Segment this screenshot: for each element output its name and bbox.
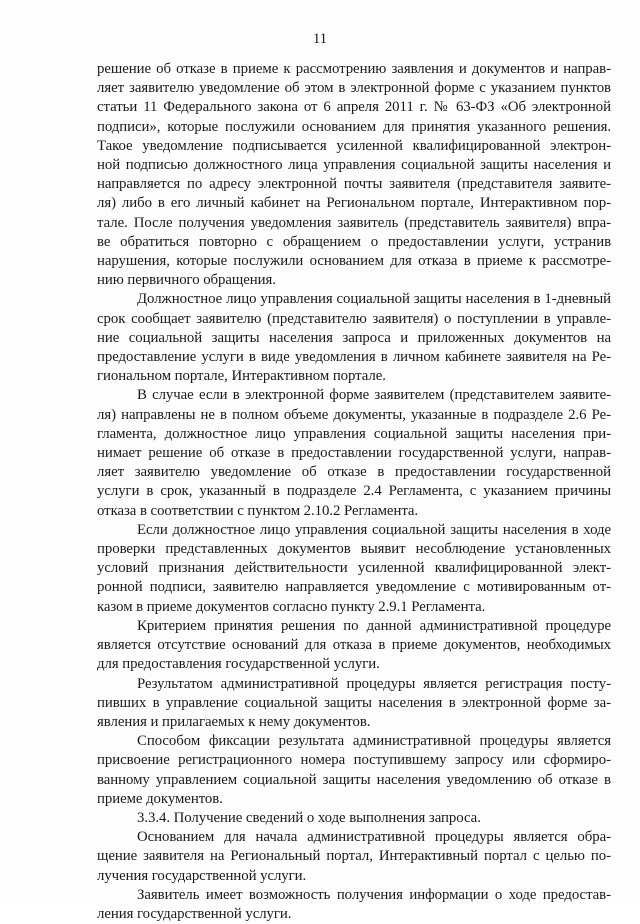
- text-line: ля) либо в его личный кабинет на Региональном портале, Интерактивном пор-: [97, 195, 611, 212]
- text-line: проверки представленных документов выявит несоблюдение установленных: [97, 541, 611, 558]
- page-number: 11: [313, 31, 327, 47]
- text-line: лучения государственной услуги.: [97, 867, 307, 884]
- text-line: Заявитель имеет возможность получения информации о ходе предостав-: [137, 886, 611, 903]
- section-heading: [97, 809, 611, 828]
- text-line: явления и прилагаемых к нему документов.: [97, 713, 371, 730]
- text-line: казом в приеме документов согласно пункту 2.9.1 Регламента.: [97, 598, 486, 615]
- text-line: 3.3.4. Получение сведений о ходе выполнения запроса.: [137, 809, 481, 826]
- text-line: тале. После получения уведомления заявитель (представитель заявителя) впра-: [97, 214, 611, 231]
- text-line: ления государственной услуги.: [97, 905, 292, 922]
- document-body: [97, 60, 611, 924]
- text-line: гиональном портале, Интерактивном портале.: [97, 368, 386, 385]
- paragraph: [97, 886, 611, 924]
- text-line: ляет заявителю уведомление об этом в электронной форме с указанием пунктов: [97, 80, 611, 97]
- text-line: ванному управлением социальной защиты населения уведомлению об отказе в: [97, 771, 611, 788]
- text-line: ронной подписи, заявителю направляется уведомление с мотивированным от-: [97, 579, 611, 596]
- text-line: приеме документов.: [97, 790, 223, 807]
- text-line: направляется по адресу электронной почты заявителя (представителя заявите-: [97, 176, 611, 193]
- text-line: Должностное лицо управления социальной защиты населения в 1-дневный: [137, 291, 611, 308]
- paragraph: [97, 732, 611, 809]
- text-line: срок сообщает заявителю (представителю заявителя) о поступлении в управле-: [97, 310, 611, 327]
- text-line: ляет заявителю уведомление об отказе в предоставлении государственной: [97, 464, 611, 481]
- text-line: Если должностное лицо управления социальной защиты населения в ходе: [137, 521, 611, 538]
- text-line: для предоставления государственной услуги.: [97, 656, 380, 673]
- text-line: услуги в срок, указанный в подразделе 2.4 Регламента, с указанием причины: [97, 483, 611, 500]
- text-line: Способом фиксации результата административной процедуры является: [137, 733, 611, 750]
- text-line: ля) направлены не в полном объеме документы, указанные в подразделе 2.6 Ре-: [97, 406, 611, 423]
- paragraph: [97, 617, 611, 675]
- text-line: является отсутствие оснований для отказа в приеме документов, необходимых: [97, 637, 611, 654]
- text-line: гламента, должностное лицо управления социальной защиты населения при-: [97, 425, 611, 442]
- text-line: присвоение регистрационного номера поступившему запросу или сформиро-: [97, 752, 611, 769]
- text-line: Основанием для начала административной процедуры является обра-: [137, 829, 611, 846]
- text-line: подписи», которые послужили основанием для принятия указанного решения.: [97, 118, 611, 135]
- text-line: условий признания действительности усиленной квалифицированной элект-: [97, 560, 611, 577]
- text-line: Такое уведомление подписывается усиленной квалифицированной электрон-: [97, 137, 611, 154]
- paragraph: [97, 521, 611, 617]
- text-line: Критерием принятия решения по данной административной процедуре: [137, 617, 611, 634]
- text-line: ной подписью должностного лица управления социальной защиты населения и: [97, 157, 611, 174]
- text-line: нию первичного обращения.: [97, 272, 276, 289]
- paragraph: [97, 290, 611, 386]
- paragraph: [97, 386, 611, 520]
- text-line: решение об отказе в приеме к рассмотрению заявления и документов и направ-: [97, 61, 611, 77]
- text-line: отказа в соответствии с пунктом 2.10.2 Регламента.: [97, 502, 419, 519]
- text-line: В случае если в электронной форме заявителем (представителем заявите-: [137, 387, 611, 404]
- text-line: пивших в управление социальной защиты населения в электронной форме за-: [97, 694, 611, 711]
- text-line: нимает решение об отказе в предоставлении государственной услуги, направ-: [97, 445, 611, 462]
- paragraph: [97, 60, 611, 290]
- text-line: предоставление услуги в виде уведомления в личном кабинете заявителя на Ре-: [97, 349, 611, 366]
- text-line: щение заявителя на Региональный портал, Интерактивный портал с целью по-: [97, 848, 611, 865]
- paragraph: [97, 828, 611, 886]
- text-line: статьи 11 Федерального закона от 6 апреля 2011 г. № 63-ФЗ «Об электронной: [97, 99, 611, 116]
- text-line: ве обратиться повторно с обращением о предоставлении услуги, устранив: [97, 233, 611, 250]
- paragraph: [97, 675, 611, 733]
- text-line: нарушения, которые послужили основанием для отказа в приеме к рассмотре-: [97, 253, 611, 270]
- text-line: ние социальной защиты населения запроса и приложенных документов на: [97, 329, 611, 346]
- text-line: Результатом административной процедуры является регистрация посту-: [137, 675, 611, 692]
